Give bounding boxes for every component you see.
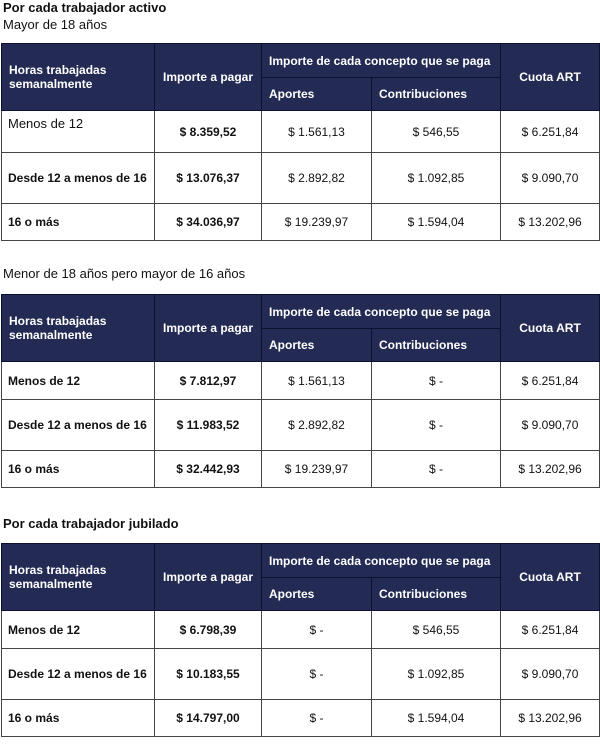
cell-contribuciones: $ - xyxy=(372,362,501,400)
header-concept-group: Importe de cada concepto que se paga xyxy=(262,544,501,578)
cell-contribuciones: $ - xyxy=(372,451,501,488)
header-art: Cuota ART xyxy=(501,295,600,362)
header-amount: Importe a pagar xyxy=(155,544,262,611)
cell-amount: $ 10.183,55 xyxy=(155,649,262,700)
cell-aportes: $ 19.239,97 xyxy=(262,451,372,488)
header-hours: Horas trabajadas semanalmente xyxy=(2,295,155,362)
cell-amount: $ 13.076,37 xyxy=(155,153,262,204)
cell-hours: Menos de 12 xyxy=(2,362,155,400)
cell-hours: 16 o más xyxy=(2,700,155,737)
section-subtitle-mayor-18: Mayor de 18 años xyxy=(3,17,108,32)
cell-hours: Desde 12 a menos de 16 xyxy=(2,400,155,451)
table-row xyxy=(2,649,600,700)
section-title-jubilado: Por cada trabajador jubilado xyxy=(3,516,179,531)
cell-art: $ 13.202,96 xyxy=(501,700,600,737)
cell-amount: $ 34.036,97 xyxy=(155,204,262,241)
cell-hours: Desde 12 a menos de 16 xyxy=(2,153,155,204)
cell-aportes: $ - xyxy=(262,649,372,700)
cell-contribuciones: $ 546,55 xyxy=(372,111,501,153)
cell-hours: Menos de 12 xyxy=(2,111,155,153)
cell-aportes: $ 1.561,13 xyxy=(262,362,372,400)
cell-aportes: $ 1.561,13 xyxy=(262,111,372,153)
cell-hours: Menos de 12 xyxy=(2,611,155,649)
header-amount: Importe a pagar xyxy=(155,44,262,111)
cell-contribuciones: $ 1.594,04 xyxy=(372,204,501,241)
header-art: Cuota ART xyxy=(501,544,600,611)
header-contribuciones: Contribuciones xyxy=(372,578,501,611)
section-title-activo: Por cada trabajador activo xyxy=(3,0,167,15)
header-aportes: Aportes xyxy=(262,329,372,362)
cell-art: $ 13.202,96 xyxy=(501,451,600,488)
table-row xyxy=(2,451,600,488)
cell-aportes: $ - xyxy=(262,611,372,649)
cell-amount: $ 7.812,97 xyxy=(155,362,262,400)
table-row xyxy=(2,204,600,241)
cell-amount: $ 14.797,00 xyxy=(155,700,262,737)
cell-art: $ 6.251,84 xyxy=(501,611,600,649)
header-concept-group: Importe de cada concepto que se paga xyxy=(262,295,501,329)
header-amount: Importe a pagar xyxy=(155,295,262,362)
cell-hours: 16 o más xyxy=(2,451,155,488)
table-row xyxy=(2,362,600,400)
cell-amount: $ 6.798,39 xyxy=(155,611,262,649)
cell-contribuciones: $ - xyxy=(372,400,501,451)
header-art: Cuota ART xyxy=(501,44,600,111)
cell-art: $ 6.251,84 xyxy=(501,111,600,153)
rates-table-activo-menor-18 xyxy=(1,294,600,488)
header-hours: Horas trabajadas semanalmente xyxy=(2,544,155,611)
cell-art: $ 9.090,70 xyxy=(501,400,600,451)
cell-hours: Desde 12 a menos de 16 xyxy=(2,649,155,700)
table-row xyxy=(2,111,600,153)
header-contribuciones: Contribuciones xyxy=(372,78,501,111)
cell-hours: 16 o más xyxy=(2,204,155,241)
rates-table-jubilado xyxy=(1,543,600,737)
cell-amount: $ 8.359,52 xyxy=(155,111,262,153)
header-aportes: Aportes xyxy=(262,578,372,611)
cell-art: $ 9.090,70 xyxy=(501,153,600,204)
cell-art: $ 9.090,70 xyxy=(501,649,600,700)
cell-amount: $ 11.983,52 xyxy=(155,400,262,451)
cell-contribuciones: $ 1.092,85 xyxy=(372,649,501,700)
cell-art: $ 6.251,84 xyxy=(501,362,600,400)
cell-contribuciones: $ 546,55 xyxy=(372,611,501,649)
cell-aportes: $ 2.892,82 xyxy=(262,400,372,451)
cell-aportes: $ - xyxy=(262,700,372,737)
header-concept-group: Importe de cada concepto que se paga xyxy=(262,44,501,78)
cell-contribuciones: $ 1.092,85 xyxy=(372,153,501,204)
table-row xyxy=(2,700,600,737)
cell-amount: $ 32.442,93 xyxy=(155,451,262,488)
table-row xyxy=(2,400,600,451)
rates-table-activo-mayor-18 xyxy=(1,43,600,241)
cell-contribuciones: $ 1.594,04 xyxy=(372,700,501,737)
section-subtitle-menor-18: Menor de 18 años pero mayor de 16 años xyxy=(3,266,246,281)
table-row xyxy=(2,611,600,649)
header-aportes: Aportes xyxy=(262,78,372,111)
cell-aportes: $ 2.892,82 xyxy=(262,153,372,204)
table-row xyxy=(2,153,600,204)
cell-art: $ 13.202,96 xyxy=(501,204,600,241)
header-hours: Horas trabajadas semanalmente xyxy=(2,44,155,111)
header-contribuciones: Contribuciones xyxy=(372,329,501,362)
cell-aportes: $ 19.239,97 xyxy=(262,204,372,241)
